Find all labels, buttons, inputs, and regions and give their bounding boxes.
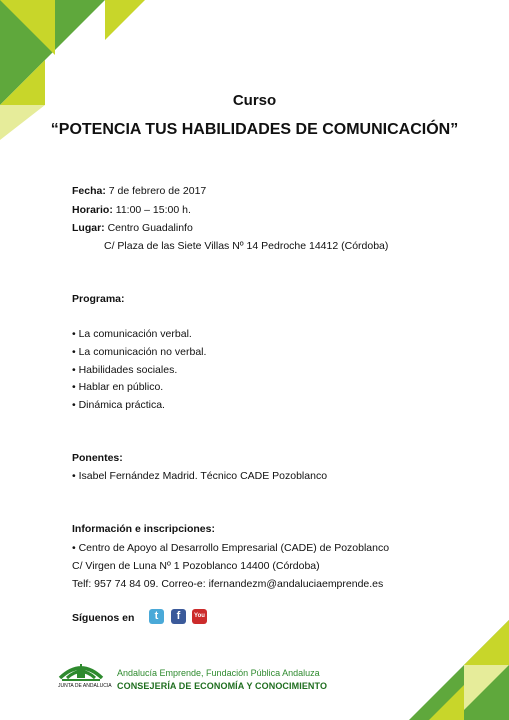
list-item: • Habilidades sociales.	[72, 364, 178, 376]
course-title: “POTENCIA TUS HABILIDADES DE COMUNICACIÓN”	[50, 121, 459, 138]
info-line-2: C/ Virgen de Luna Nº 1 Pozoblanco 14400 (Córdoba)	[72, 560, 320, 572]
top-left-decoration	[0, 0, 150, 140]
ponente-item: • Isabel Fernández Madrid. Técnico CADE Pozoblanco	[72, 470, 328, 482]
lugar-address: C/ Plaza de las Siete Villas Nº 14 Pedroche 14412 (Córdoba)	[104, 240, 389, 252]
social-label: Síguenos en	[72, 612, 135, 624]
org-line: Andalucía Emprende, Fundación Pública Andaluza	[117, 668, 320, 678]
ministry-line: CONSEJERÍA DE ECONOMÍA Y CONOCIMIENTO	[117, 681, 328, 691]
list-item: • Hablar en público.	[72, 381, 164, 393]
horario-label: Horario:	[72, 204, 113, 216]
junta-andalucia-logo	[56, 652, 106, 684]
info-line-3: Telf: 957 74 84 09. Correo-e: ifernandezm@andaluciaemprende.es	[72, 578, 384, 590]
fecha-row	[72, 185, 206, 198]
horario-value: 11:00 – 15:00 h.	[115, 204, 191, 216]
youtube-icon[interactable]: You	[192, 609, 207, 624]
bottom-right-decoration	[409, 620, 509, 720]
horario-row	[72, 204, 191, 217]
list-item: • La comunicación no verbal.	[72, 346, 207, 358]
facebook-icon[interactable]: f	[171, 609, 186, 624]
fecha-label: Fecha:	[72, 185, 106, 197]
lugar-value: Centro Guadalinfo	[107, 222, 193, 234]
list-item: • La comunicación verbal.	[72, 328, 192, 340]
logo-caption: JUNTA DE ANDALUCIA	[58, 683, 112, 689]
ponentes-heading: Ponentes:	[72, 452, 123, 464]
programa-heading: Programa:	[72, 293, 125, 305]
lugar-label: Lugar:	[72, 222, 105, 234]
info-heading: Información e inscripciones:	[72, 523, 215, 535]
fecha-value: 7 de febrero de 2017	[108, 185, 207, 197]
lugar-row	[72, 222, 193, 235]
twitter-icon[interactable]: t	[149, 609, 164, 624]
course-label: Curso	[232, 92, 277, 109]
list-item: • Dinámica práctica.	[72, 399, 165, 411]
info-line-1: • Centro de Apoyo al Desarrollo Empresarial (CADE) de Pozoblanco	[72, 542, 390, 554]
